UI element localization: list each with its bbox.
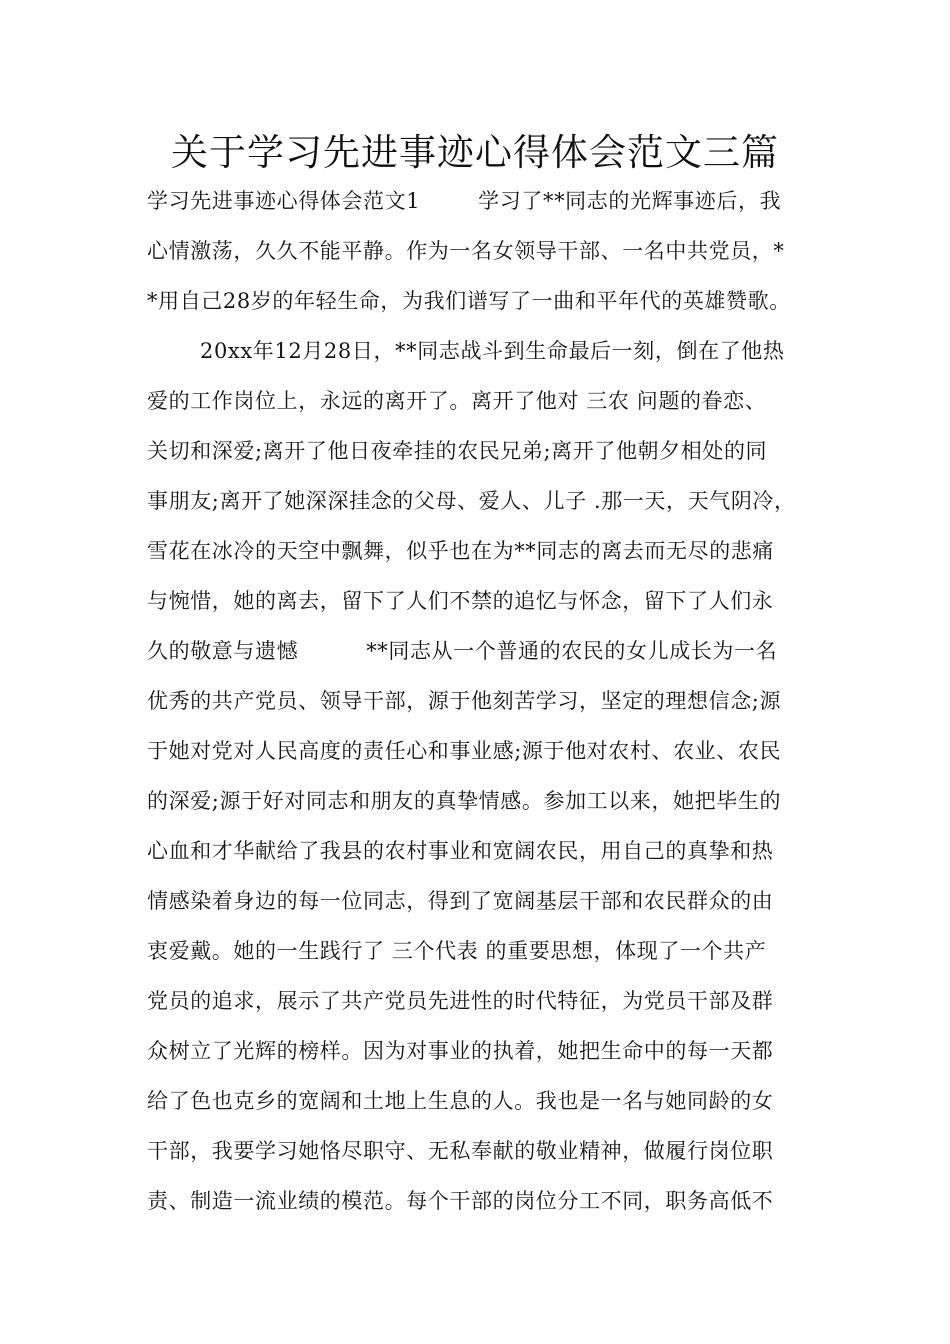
text-line-14: 心血和才华献给了我县的农村事业和宽阔农民，用自己的真挚和热 [147, 839, 774, 863]
text-segment: 学习了**同志的光辉事迹后，我 [478, 189, 782, 213]
text-line-15: 情感染着身边的每一位同志，得到了宽阔基层干部和农民群众的由 [147, 889, 774, 913]
text-line-17: 党员的追求，展示了共产党员先进性的时代特征，为党员干部及群 [147, 989, 774, 1013]
text-line-8: 雪花在冰冷的天空中飘舞，似乎也在为**同志的离去而无尽的悲痛 [147, 539, 774, 563]
text-segment: 久的敬意与遗憾 [147, 639, 299, 663]
text-line-9: 与惋惜，她的离去，留下了人们不禁的追忆与怀念，留下了人们永 [147, 589, 774, 613]
text-line-1 [147, 186, 781, 216]
text-line-16: 衷爱戴。她的一生践行了 三个代表 的重要思想，体现了一个共产 [147, 939, 767, 963]
text-line-3: *用自己28岁的年轻生命，为我们谱写了一曲和平年代的英雄赞歌。 [147, 289, 791, 313]
text-line-6: 关切和深爱;离开了他日夜牵挂的农民兄弟;离开了他朝夕相处的同 [147, 439, 768, 463]
text-line-13: 的深爱;源于好对同志和朋友的真挚情感。参加工以来，她把毕生的 [147, 789, 782, 813]
text-line-4: 20xx年12月28日，**同志战斗到生命最后一刻，倒在了他热 [200, 339, 785, 363]
text-line-7: 事朋友;离开了她深深挂念的父母、爱人、儿子 .那一天，天气阴冷， [147, 489, 796, 513]
text-line-2: 心情激荡，久久不能平静。作为一名女领导干部、一名中共党员，* [147, 239, 785, 263]
text-line-20: 干部，我要学习她恪尽职守、无私奉献的敬业精神，做履行岗位职 [147, 1139, 774, 1163]
text-line-19: 给了色也克乡的宽阔和土地上生息的人。我也是一名与她同龄的女 [147, 1089, 774, 1113]
text-line-11: 优秀的共产党员、领导干部，源于他刻苦学习，坚定的理想信念;源 [147, 689, 782, 713]
text-line-5: 爱的工作岗位上，永远的离开了。离开了他对 三农 问题的眷恋、 [147, 389, 767, 413]
document-title: 关于学习先进事迹心得体会范文三篇 [171, 131, 779, 174]
text-line-10 [147, 636, 777, 666]
text-line-21: 责、制造一流业绩的模范。每个干部的岗位分工不同，职务高低不 [147, 1189, 774, 1213]
text-line-12: 于她对党对人民高度的责任心和事业感;源于他对农村、农业、农民 [147, 739, 782, 763]
text-line-18: 众树立了光辉的榜样。因为对事业的执着，她把生命中的每一天都 [147, 1039, 774, 1063]
text-segment: **同志从一个普通的农民的女儿成长为一名 [366, 639, 778, 663]
section-heading: 学习先进事迹心得体会范文1 [147, 189, 421, 213]
